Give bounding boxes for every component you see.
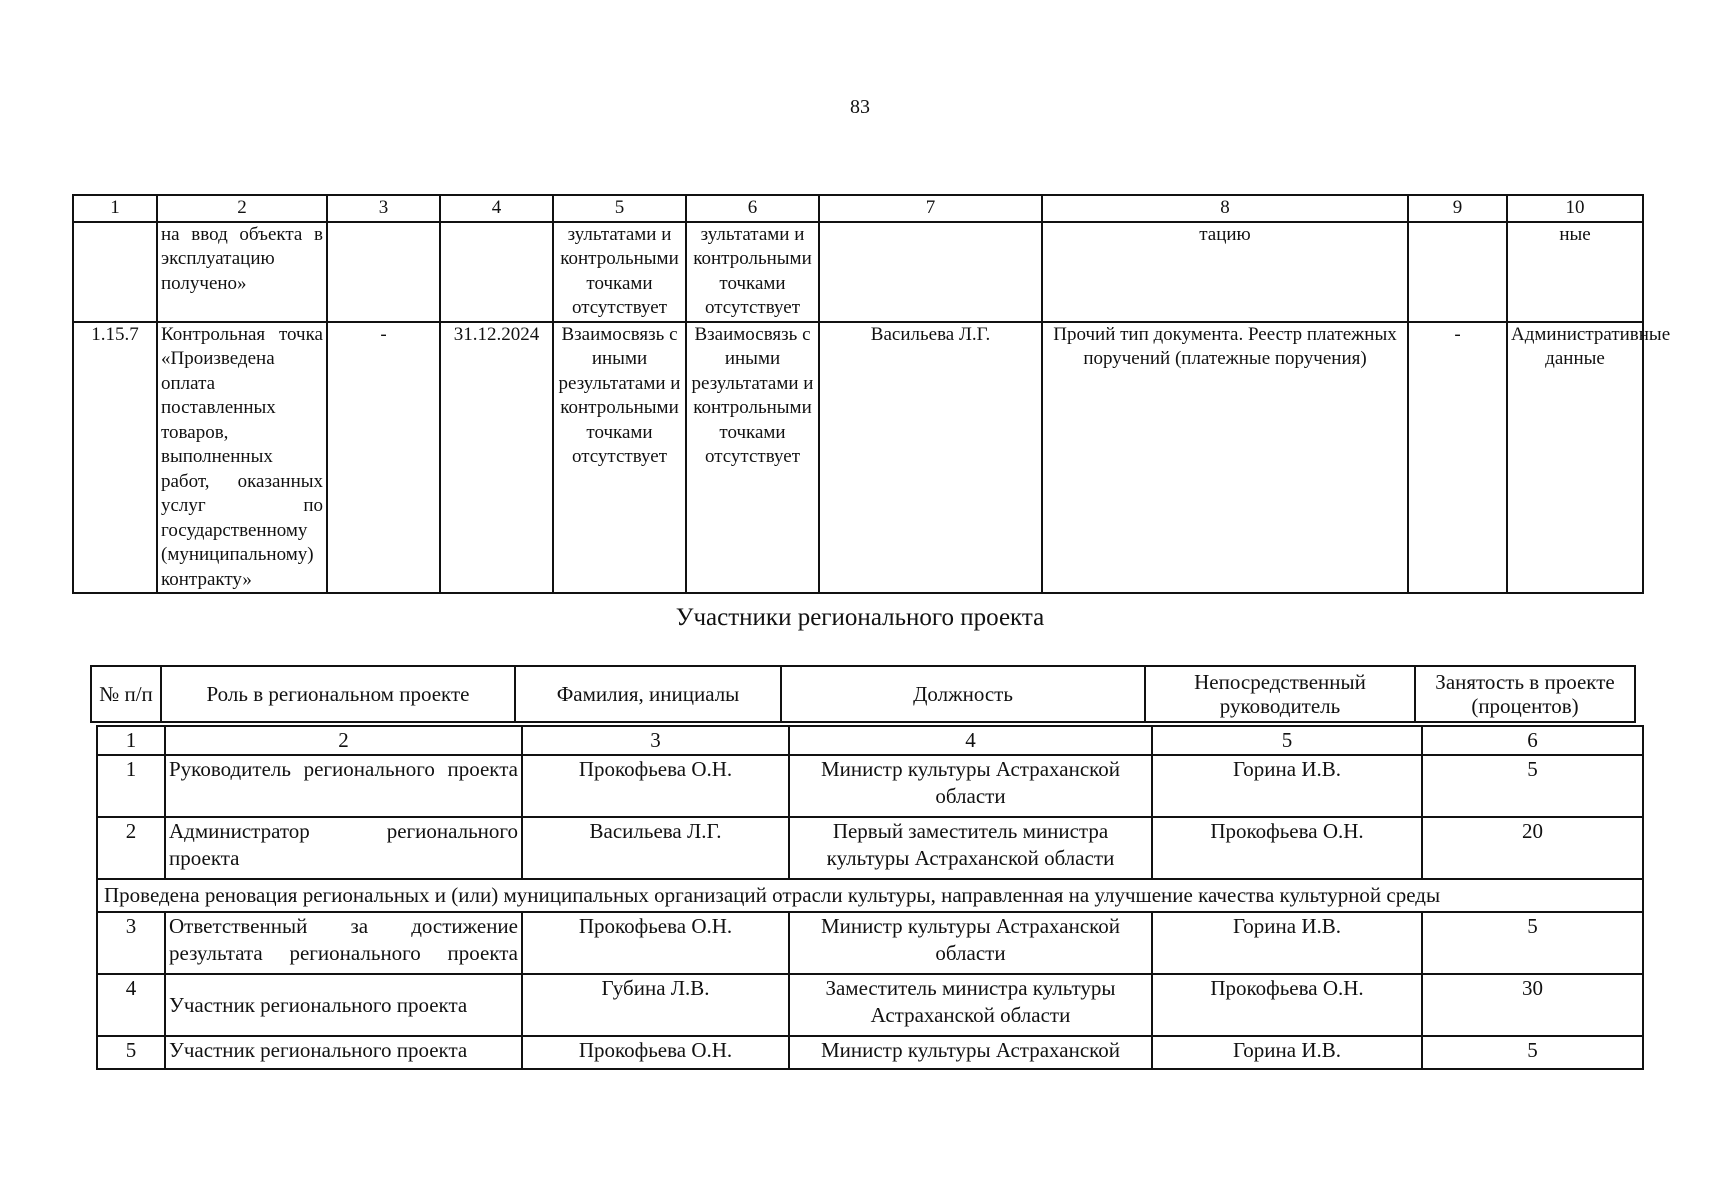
table-cell: Прокофьева О.Н. <box>522 1036 789 1069</box>
table-header-row <box>73 195 1643 222</box>
column-title: Непосредственный руководитель <box>1145 666 1415 722</box>
table-cell: на ввод объекта в эксплуатацию получено» <box>157 222 327 322</box>
participants-table <box>96 725 1644 1070</box>
section-row-text: Проведена реновация региональных и (или) муниципальных организаций отрасли культуры, направленная на улучшение качества культурной среды <box>97 879 1643 912</box>
table-cell: 2 <box>97 817 165 879</box>
column-number: 1 <box>73 195 157 222</box>
table-cell: зультатами и контрольными точками отсутствует <box>686 222 819 322</box>
section-title: Участники регионального проекта <box>675 604 1045 631</box>
table-cell: Васильева Л.Г. <box>522 817 789 879</box>
table-header-row <box>91 666 1635 722</box>
table-cell: 5 <box>1422 1036 1643 1069</box>
table-cell: Участник регионального проекта <box>165 1036 522 1069</box>
table-cell: Прокофьева О.Н. <box>522 912 789 974</box>
page-number: 83 <box>850 96 870 118</box>
table-cell: Прочий тип документа. Реестр платежных поручений (платежные поручения) <box>1042 322 1408 594</box>
table-cell <box>73 222 157 322</box>
table-cell: Взаимосвязь с иными результатами и контрольными точками отсутствует <box>686 322 819 594</box>
table-cell: 5 <box>1422 912 1643 974</box>
table-cell: Министр культуры Астраханской <box>789 1036 1152 1069</box>
column-title: Должность <box>781 666 1145 722</box>
table-cell: 31.12.2024 <box>440 322 553 594</box>
table-row <box>97 1036 1643 1069</box>
control-points-table <box>72 194 1671 594</box>
table-row <box>97 755 1643 817</box>
column-number: 8 <box>1042 195 1408 222</box>
table-cell <box>440 222 553 322</box>
table-cell: 3 <box>97 912 165 974</box>
table-cell: Руководитель регионального проекта <box>165 755 522 817</box>
column-title: Занятость в проекте (процентов) <box>1415 666 1635 722</box>
column-title: № п/п <box>91 666 161 722</box>
column-number: 6 <box>1422 726 1643 755</box>
table-cell: Прокофьева О.Н. <box>1152 974 1422 1036</box>
column-number: 6 <box>686 195 819 222</box>
column-number: 2 <box>157 195 327 222</box>
column-title: Роль в региональном проекте <box>161 666 515 722</box>
table-cell: Участник регионального проекта <box>165 974 522 1036</box>
table-cell: Заместитель министра культуры Астраханской области <box>789 974 1152 1036</box>
table-cell: Прокофьева О.Н. <box>522 755 789 817</box>
table-row <box>73 322 1643 594</box>
table-cell: Администратор регионального проекта <box>165 817 522 879</box>
participants-table-header <box>90 665 1636 723</box>
table-cell: Административные данные <box>1507 322 1643 594</box>
column-number: 3 <box>522 726 789 755</box>
table-row <box>97 974 1643 1036</box>
table-cell: ные <box>1507 222 1643 322</box>
table-cell <box>819 222 1042 322</box>
table-cell: тацию <box>1042 222 1408 322</box>
table-header-row <box>97 726 1643 755</box>
table-cell: Первый заместитель министра культуры Астраханской области <box>789 817 1152 879</box>
table-cell: 5 <box>97 1036 165 1069</box>
column-number: 1 <box>97 726 165 755</box>
table-cell: Прокофьева О.Н. <box>1152 817 1422 879</box>
column-number: 2 <box>165 726 522 755</box>
table-cell: 20 <box>1422 817 1643 879</box>
table-cell: 4 <box>97 974 165 1036</box>
table-cell: 1.15.7 <box>73 322 157 594</box>
table-cell: Горина И.В. <box>1152 1036 1422 1069</box>
table-cell <box>327 222 440 322</box>
table-row <box>73 222 1643 322</box>
table-cell: - <box>327 322 440 594</box>
column-number: 3 <box>327 195 440 222</box>
column-title: Фамилия, инициалы <box>515 666 781 722</box>
column-number: 4 <box>789 726 1152 755</box>
table-cell: 30 <box>1422 974 1643 1036</box>
table-cell: зультатами и контрольными точками отсутствует <box>553 222 686 322</box>
column-number: 4 <box>440 195 553 222</box>
table-cell: Ответственный за достижение результата регионального проекта <box>165 912 522 974</box>
section-row <box>97 879 1643 912</box>
table-cell: 5 <box>1422 755 1643 817</box>
table-cell <box>1408 222 1507 322</box>
table-cell: Взаимосвязь с иными результатами и контрольными точками отсутствует <box>553 322 686 594</box>
column-number: 7 <box>819 195 1042 222</box>
column-number: 9 <box>1408 195 1507 222</box>
table-cell: Губина Л.В. <box>522 974 789 1036</box>
table-cell: Контрольная точка «Произведена оплата поставленных товаров, выполненных работ, оказанных услуг по государственному (муниципальному) контракту» <box>157 322 327 594</box>
table-row <box>97 817 1643 879</box>
table-row <box>97 912 1643 974</box>
table-cell: Васильева Л.Г. <box>819 322 1042 594</box>
table-cell: 1 <box>97 755 165 817</box>
table-cell: - <box>1408 322 1507 594</box>
column-number: 5 <box>1152 726 1422 755</box>
table-cell: Горина И.В. <box>1152 912 1422 974</box>
table-cell: Горина И.В. <box>1152 755 1422 817</box>
table-cell: Министр культуры Астраханской области <box>789 912 1152 974</box>
column-number: 10 <box>1507 195 1643 222</box>
table-cell: Министр культуры Астраханской области <box>789 755 1152 817</box>
column-number: 5 <box>553 195 686 222</box>
